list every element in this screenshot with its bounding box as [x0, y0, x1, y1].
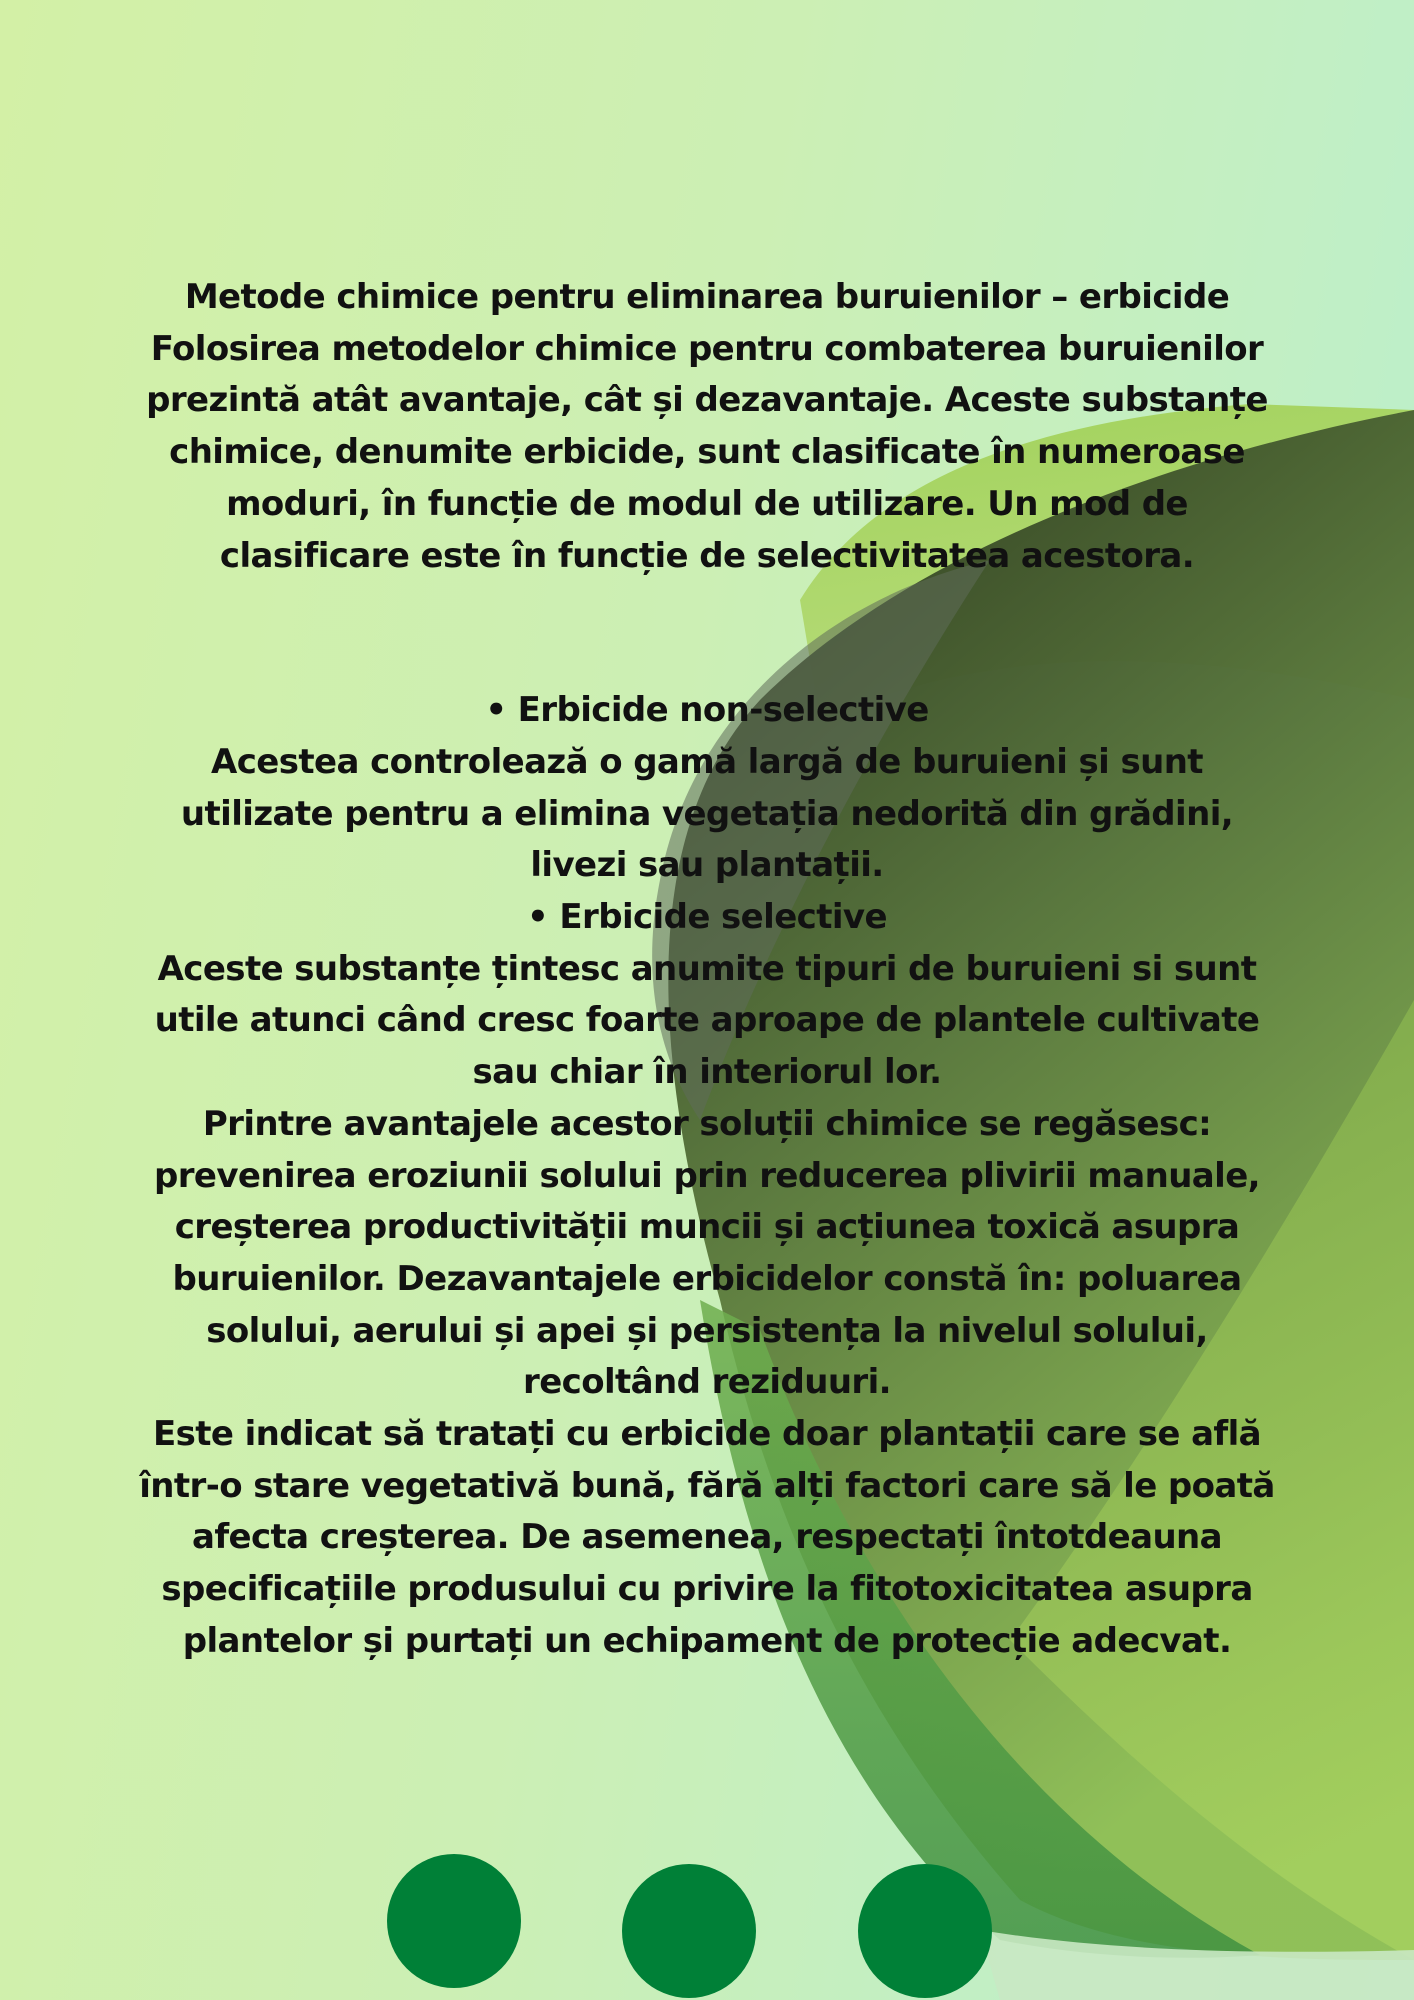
- decorative-circle-1: [387, 1854, 521, 1988]
- section-spacer: [130, 582, 1284, 685]
- decorative-circle-2: [622, 1864, 756, 1998]
- selective-heading: • Erbicide selective: [527, 897, 887, 938]
- intro-paragraph: Folosirea metodelor chimice pentru combaterea buruienilor prezintă atât avantaje, cât și dezavantaje. Aceste substanțe chimice, denumite erbicide, sunt clasificate în numeroase moduri, în funcție de modul de utilizare. Un mod de clasificare este în funcție de selectivitatea acestora.: [146, 328, 1268, 576]
- recommendation-paragraph: Este indicat să tratați cu erbicide doar plantații care se află într-o stare vegetativă bună, fără alți factori care să le poată afecta creșterea. De asemenea, respectați întotdeauna specificațiile produsului cu privire la fitotoxicitatea asupra plantelor și purtați un echipament de protecție adecvat.: [139, 1414, 1275, 1661]
- decorative-circle-3: [858, 1864, 992, 1998]
- article-body: [130, 272, 1284, 1668]
- selective-paragraph: Aceste substanțe țintesc anumite tipuri de buruieni si sunt utile atunci când cresc foarte aproape de plantele cultivate sau chiar în interiorul lor.: [154, 948, 1260, 1093]
- article-title: Metode chimice pentru eliminarea buruienilor – erbicide: [184, 277, 1230, 317]
- advantages-paragraph: Printre avantajele acestor soluții chimice se regăsesc: prevenirea eroziunii solului prin reducerea plivirii manuale, creșterea productivității muncii și acțiunea toxică asupra buruienilor. Dezavantajele erbicidelor constă în: poluarea solului, aerului și apei și persistența la nivelul solului, recoltând reziduuri.: [154, 1103, 1260, 1403]
- non-selective-heading: • Erbicide non-selective: [485, 690, 929, 731]
- non-selective-paragraph: Acestea controlează o gamă largă de buruieni și sunt utilizate pentru a elimina vegetația nedorită din grădini, livezi sau plantații.: [180, 741, 1234, 886]
